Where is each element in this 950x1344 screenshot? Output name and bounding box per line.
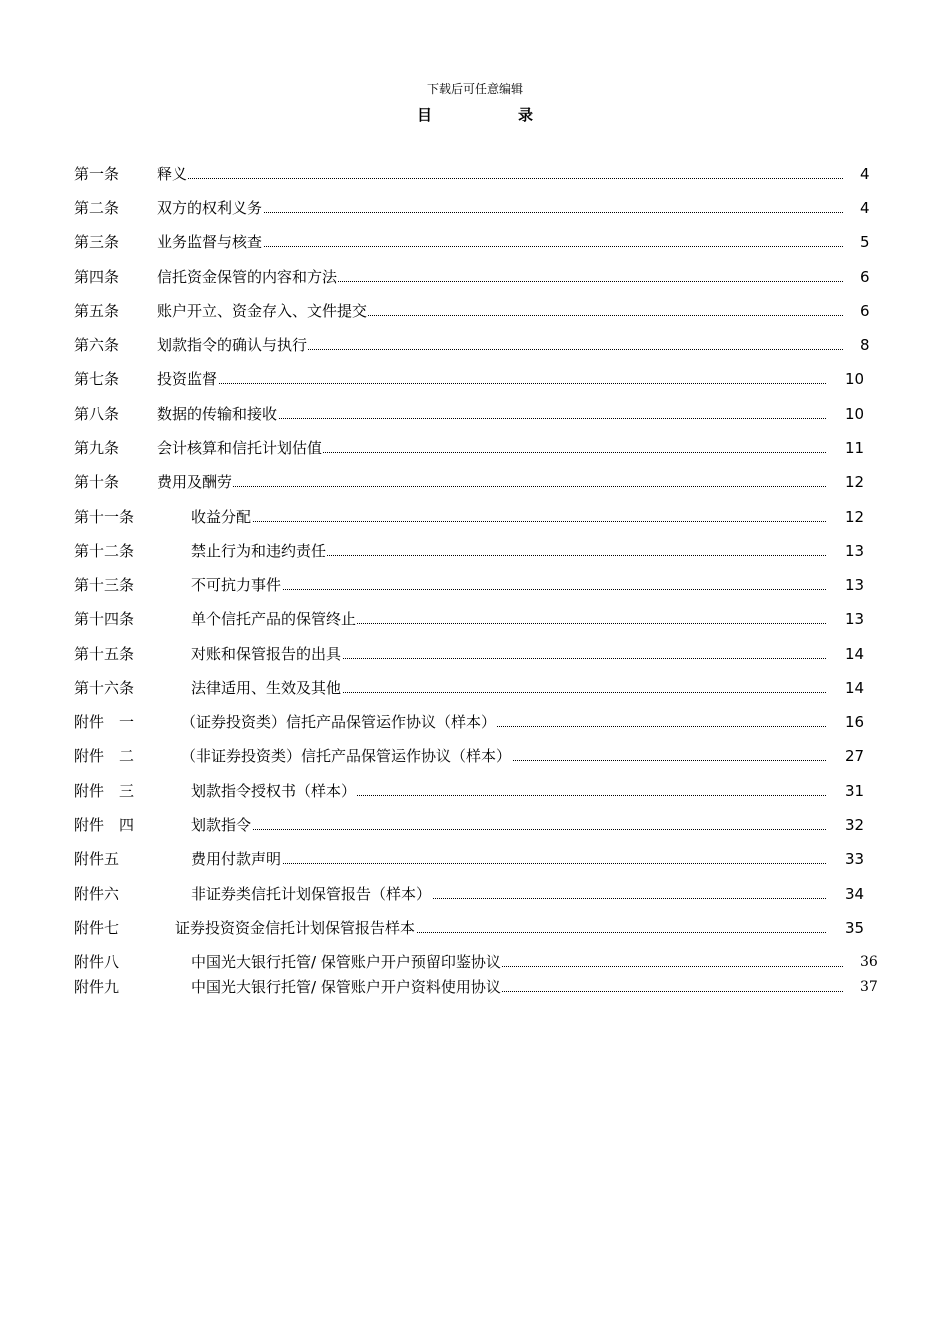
toc-dot-leader [191,521,826,522]
toc-entry[interactable] [74,711,876,733]
toc-entry-label: 第一条 [74,165,120,183]
toc-entry-label: 第五条 [74,302,120,320]
toc-entry-page: 13 [845,576,865,594]
toc-dot-leader [157,486,826,487]
toc-entry-label: 附件七 [74,919,120,937]
toc-dot-leader [191,589,826,590]
toc-entry-page: 14 [845,645,865,663]
toc-entry[interactable] [74,300,876,322]
toc-entry-page: 13 [845,542,865,560]
toc-entry-page: 8 [860,336,870,354]
toc-entry-title: 划款指令授权书（样本） [191,782,357,800]
toc-entry-page: 33 [845,850,865,868]
toc-entry[interactable] [74,231,876,253]
toc-entry-label: 第十一条 [74,508,135,526]
toc-entry-title: 业务监督与核查 [157,233,263,251]
toc-entry-label: 附件六 [74,885,120,903]
toc-entry-page: 37 [860,979,878,995]
toc-entry-page: 12 [845,473,865,491]
toc-entry-label: 第九条 [74,439,120,457]
toc-dot-leader [191,829,826,830]
toc-entry[interactable] [74,608,876,630]
toc-entry-page: 32 [845,816,865,834]
toc-entry-page: 4 [860,199,870,217]
toc-entry-page: 36 [860,954,878,970]
toc-entry-title: 禁止行为和违约责任 [191,542,327,560]
toc-entry-title: 数据的传输和接收 [157,405,278,423]
toc-entry-title: （非证券投资类）信托产品保管运作协议（样本） [181,747,512,765]
toc-entry[interactable] [74,197,876,219]
toc-entry[interactable] [74,780,876,802]
toc-entry-page: 27 [845,747,865,765]
toc-entry[interactable] [74,266,876,288]
toc-entry-page: 6 [860,302,870,320]
toc-entry-label: 第十五条 [74,645,135,663]
header-note: 下载后可任意编辑 [426,82,523,96]
toc-entry[interactable] [74,437,876,459]
toc-entry-title: 不可抗力事件 [191,576,282,594]
toc-entry[interactable] [74,951,876,973]
toc-entry[interactable] [74,814,876,836]
toc-entry-title: 双方的权利义务 [157,199,263,217]
toc-entry-label: 第七条 [74,370,120,388]
toc-entry[interactable] [74,883,876,905]
toc-entry-title: 中国光大银行托管/ 保管账户开户资料使用协议 [191,978,501,996]
toc-entry-page: 34 [845,885,865,903]
toc-entry-title: 划款指令的确认与执行 [157,336,308,354]
toc-entry-label: 第十三条 [74,576,135,594]
toc-entry-label: 第十四条 [74,610,135,628]
toc-entry-title: 单个信托产品的保管终止 [191,610,357,628]
toc-entry-label: 第十六条 [74,679,135,697]
toc-entry-title: 费用及酬劳 [157,473,233,491]
toc-entry-title: （证券投资类）信托产品保管运作协议（样本） [181,713,497,731]
toc-entry-title: 释义 [157,165,188,183]
toc-entry-label: 第八条 [74,405,120,423]
toc-entry-label: 第二条 [74,199,120,217]
toc-entry[interactable] [74,540,876,562]
toc-entry[interactable] [74,471,876,493]
toc-entry-title: 账户开立、资金存入、文件提交 [157,302,368,320]
toc-title-left: 目 [417,106,433,124]
toc-entry-title: 信托资金保管的内容和方法 [157,268,338,286]
toc-entry-label: 附件 四 [74,816,135,834]
toc-entry-label: 附件五 [74,850,120,868]
toc-entry-label: 附件 二 [74,747,135,765]
toc-entry[interactable] [74,163,876,185]
toc-entry[interactable] [74,677,876,699]
toc-entry-page: 13 [845,610,865,628]
toc-entry-page: 10 [845,370,865,388]
toc-entry-page: 12 [845,508,865,526]
toc-dot-leader [157,383,826,384]
toc-entry[interactable] [74,976,876,998]
toc-entry-title: 划款指令 [191,816,252,834]
toc-entry-page: 10 [845,405,865,423]
toc-entry-page: 31 [845,782,865,800]
toc-entry[interactable] [74,334,876,356]
toc-entry-title: 证券投资资金信托计划保管报告样本 [175,919,416,937]
toc-title [0,104,950,126]
toc-entry-page: 35 [845,919,865,937]
toc-entry[interactable] [74,848,876,870]
toc-entry[interactable] [74,506,876,528]
toc-entry[interactable] [74,917,876,939]
toc-entry-title: 会计核算和信托计划估值 [157,439,323,457]
toc-entry-page: 11 [845,439,865,457]
toc-entry-page: 6 [860,268,870,286]
toc-entry-title: 中国光大银行托管/ 保管账户开户预留印鉴协议 [191,953,501,971]
toc-entry-title: 法律适用、生效及其他 [191,679,342,697]
toc-entry-page: 4 [860,165,870,183]
toc-entry-label: 附件 一 [74,713,135,731]
toc-entry[interactable] [74,574,876,596]
toc-entry-title: 费用付款声明 [191,850,282,868]
toc-entry-page: 14 [845,679,865,697]
toc-entry[interactable] [74,745,876,767]
toc-entry-page: 5 [860,233,870,251]
toc-entry-label: 附件九 [74,978,120,996]
toc-entry-page: 16 [845,713,865,731]
toc-entry-title: 非证券类信托计划保管报告（样本） [191,885,432,903]
toc-entry-title: 对账和保管报告的出具 [191,645,342,663]
toc-entry-label: 附件 三 [74,782,135,800]
toc-entry-title: 收益分配 [191,508,252,526]
toc-entry[interactable] [74,643,876,665]
toc-entry-label: 第十二条 [74,542,135,560]
toc-entry[interactable] [74,403,876,425]
toc-title-right: 录 [518,106,534,124]
toc-entry-title: 投资监督 [157,370,218,388]
toc-entry-label: 附件八 [74,953,120,971]
toc-entry[interactable] [74,368,876,390]
toc-entry-label: 第四条 [74,268,120,286]
toc-entry-label: 第十条 [74,473,120,491]
toc-dot-leader [191,863,826,864]
toc-entry-label: 第六条 [74,336,120,354]
toc-entry-label: 第三条 [74,233,120,251]
toc-dot-leader [157,178,843,179]
